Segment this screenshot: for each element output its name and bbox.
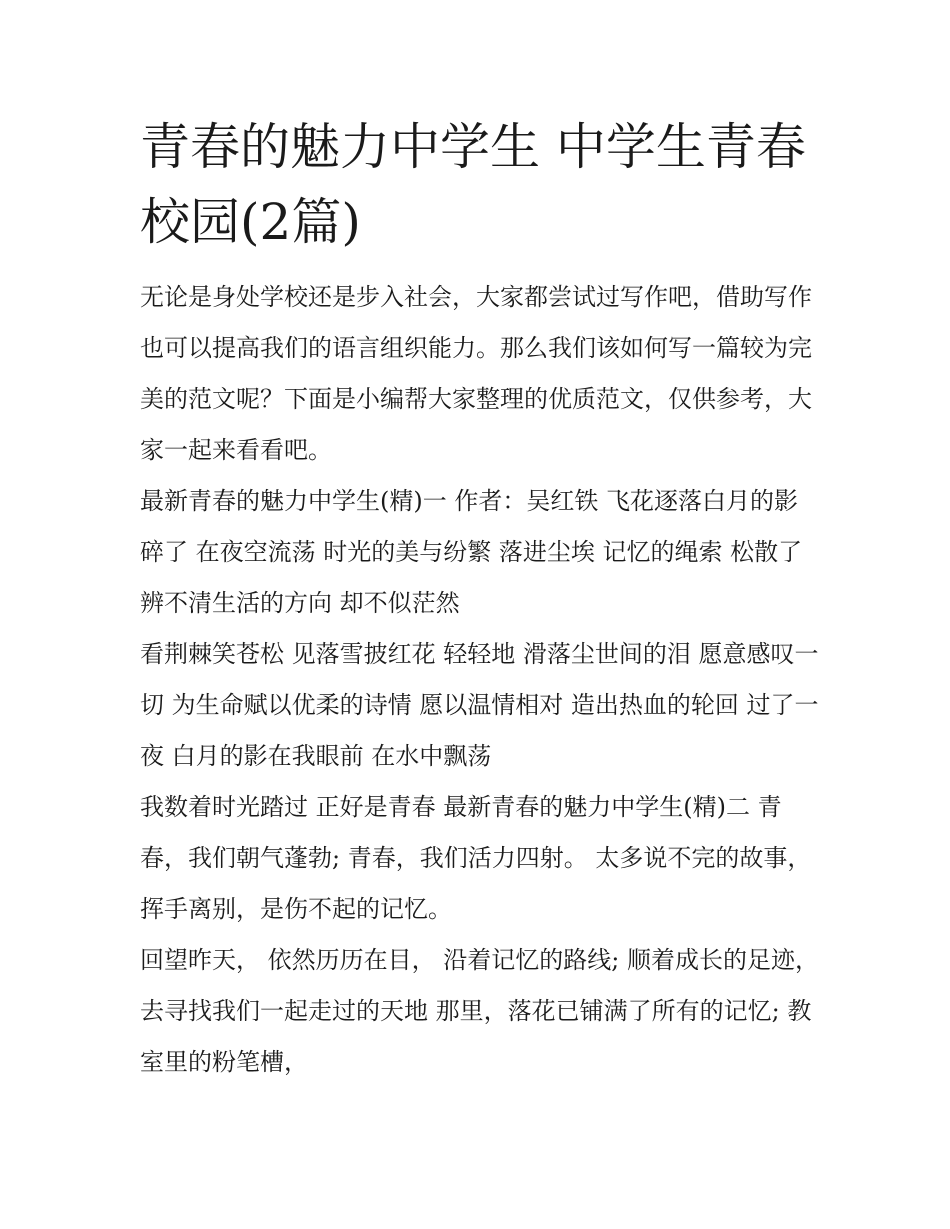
paragraph-poem-2: 看荆棘笑苍松 见落雪披红花 轻轻地 滑落尘世间的泪 愿意感叹一切 为生命赋以优柔的诗情 愿以温情相对 造出热血的轮回 过了一夜 白月的影在我眼前 在水中飘荡 — [140, 640, 819, 770]
paragraph-intro: 无论是身处学校还是步入社会，大家都尝试过写作吧，借助写作也可以提高我们的语言组织能力。那么我们该如何写一篇较为完美的范文呢？下面是小编帮大家整理的优质范文，仅供参考，大家一起来看看吧。 — [140, 283, 812, 464]
paragraph-essay-2-start: 我数着时光踏过 正好是青春 最新青春的魅力中学生(精)二 青春，我们朝气蓬勃; 青春，我们活力四射。 太多说不完的故事， 挥手离别，是伤不起的记忆。 — [140, 793, 812, 923]
document-body — [140, 272, 820, 1088]
paragraph-memory: 回望昨天， 依然历历在目， 沿着记忆的路线; 顺着成长的足迹， 去寻找我们一起走过的天地 那里，落花已铺满了所有的记忆; 教室里的粉笔槽， — [140, 946, 819, 1076]
document-title: 青春的魅力中学生 中学生青春校园(2篇) — [140, 118, 806, 251]
paragraph-poem-1: 最新青春的魅力中学生(精)一 作者：吴红铁 飞花逐落白月的影 碎了 在夜空流荡 时光的美与纷繁 落进尘埃 记忆的绳索 松散了 辨不清生活的方向 却不似茫然 — [140, 487, 803, 617]
